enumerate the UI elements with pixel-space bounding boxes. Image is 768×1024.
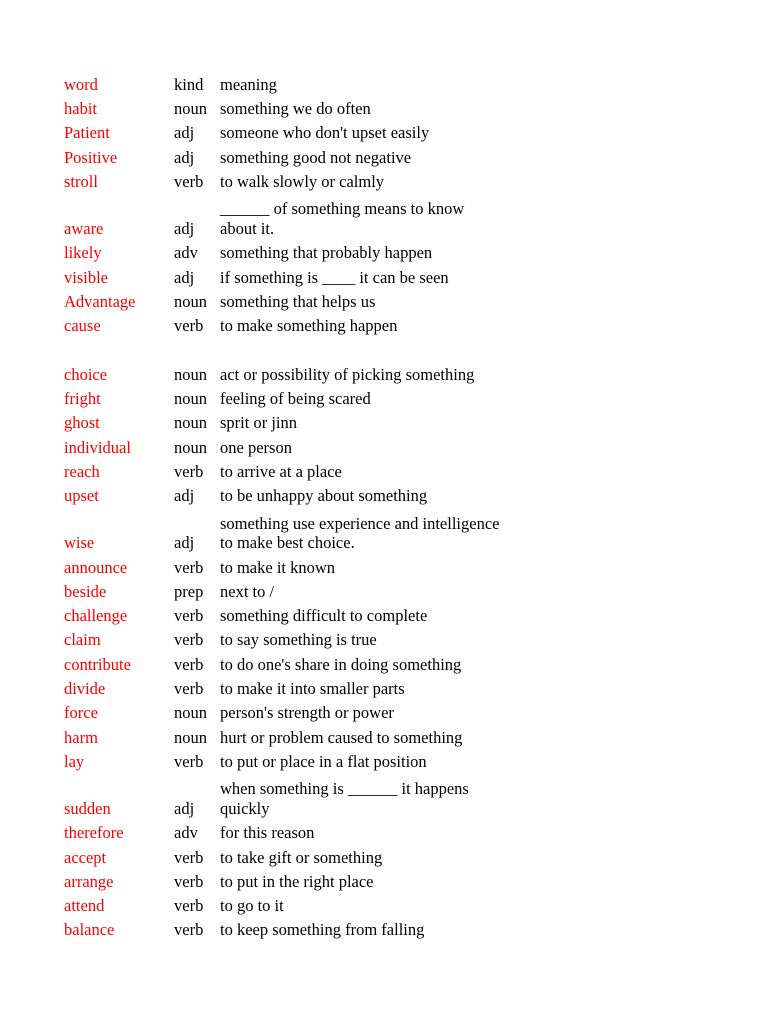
- word-cell: balance: [64, 920, 115, 940]
- kind-cell: adv: [174, 243, 198, 263]
- word-cell: upset: [64, 486, 99, 506]
- kind-cell: prep: [174, 581, 204, 601]
- vocabulary-row: [64, 362, 544, 386]
- word-cell: choice: [64, 364, 108, 384]
- blank-row: [64, 338, 544, 362]
- kind-cell: verb: [174, 920, 204, 940]
- word-cell: challenge: [64, 606, 128, 626]
- kind-cell: verb: [174, 316, 204, 336]
- kind-column-header: kind: [174, 74, 204, 94]
- kind-cell: noun: [174, 291, 207, 311]
- vocabulary-row: [64, 313, 544, 337]
- word-cell: attend: [64, 896, 105, 916]
- meaning-cell: to be unhappy about something: [220, 486, 428, 506]
- word-cell: divide: [64, 679, 106, 699]
- meaning-cell: someone who don't upset easily: [220, 123, 430, 143]
- word-cell: Advantage: [64, 291, 136, 311]
- kind-cell: verb: [174, 871, 204, 891]
- meaning-cell: person's strength or power: [220, 703, 394, 723]
- meaning-cell: when something is ______ it happens quickly: [220, 779, 469, 818]
- meaning-column-header: meaning: [220, 74, 277, 94]
- kind-cell: noun: [174, 364, 207, 384]
- vocabulary-row: [64, 676, 544, 700]
- vocabulary-row: [64, 121, 544, 145]
- word-cell: [64, 360, 174, 362]
- vocabulary-row: [64, 918, 544, 942]
- vocabulary-row: [64, 240, 544, 264]
- kind-cell: verb: [174, 606, 204, 626]
- vocabulary-row: [64, 869, 544, 893]
- word-column-header: word: [64, 74, 98, 94]
- meaning-cell: something we do often: [220, 99, 371, 119]
- word-cell: aware: [64, 218, 104, 238]
- word-cell: visible: [64, 267, 108, 287]
- kind-cell: verb: [174, 847, 204, 867]
- meaning-cell: to take gift or something: [220, 847, 383, 867]
- meaning-cell: sprit or jinn: [220, 413, 297, 433]
- word-cell: ghost: [64, 413, 100, 433]
- kind-cell: adj: [174, 123, 195, 143]
- meaning-cell: act or possibility of picking something: [220, 364, 475, 384]
- vocabulary-row: [64, 820, 544, 844]
- meaning-cell: to arrive at a place: [220, 461, 342, 481]
- word-cell: contribute: [64, 654, 131, 674]
- kind-cell: verb: [174, 679, 204, 699]
- meaning-cell: to do one's share in doing something: [220, 654, 462, 674]
- vocabulary-row: [64, 628, 544, 652]
- meaning-cell: hurt or problem caused to something: [220, 727, 463, 747]
- kind-cell: noun: [174, 703, 207, 723]
- word-cell: arrange: [64, 871, 114, 891]
- vocabulary-row: [64, 652, 544, 676]
- meaning-cell: ______ of something means to know about it.: [220, 199, 465, 238]
- kind-cell: verb: [174, 896, 204, 916]
- kind-cell: adv: [174, 823, 198, 843]
- meaning-cell: one person: [220, 437, 292, 457]
- vocabulary-row: [64, 459, 544, 483]
- kind-cell: noun: [174, 413, 207, 433]
- kind-cell: noun: [174, 389, 207, 409]
- meaning-cell: to make it known: [220, 557, 336, 577]
- meaning-cell: next to /: [220, 581, 275, 601]
- meaning-cell: to put in the right place: [220, 871, 374, 891]
- word-cell: announce: [64, 557, 128, 577]
- meaning-cell: to make something happen: [220, 316, 398, 336]
- vocabulary-row: [64, 893, 544, 917]
- kind-cell: [174, 360, 220, 362]
- vocabulary-row: [64, 555, 544, 579]
- vocabulary-row: [64, 701, 544, 725]
- word-cell: therefore: [64, 823, 124, 843]
- word-cell: individual: [64, 437, 131, 457]
- header-row: [64, 72, 544, 96]
- kind-cell: adj: [174, 798, 195, 818]
- meaning-cell: something good not negative: [220, 147, 412, 167]
- vocabulary-row: [64, 435, 544, 459]
- word-cell: claim: [64, 630, 101, 650]
- meaning-cell: something use experience and intelligence to make best choice.: [220, 513, 500, 553]
- vocabulary-row: [64, 145, 544, 169]
- meaning-cell: if something is ____ it can be seen: [220, 267, 449, 287]
- kind-cell: verb: [174, 557, 204, 577]
- kind-cell: adj: [174, 147, 195, 167]
- word-cell: habit: [64, 99, 97, 119]
- meaning-cell: to put or place in a flat position: [220, 751, 427, 771]
- kind-cell: noun: [174, 727, 207, 747]
- word-cell: lay: [64, 751, 85, 771]
- word-cell: harm: [64, 727, 98, 747]
- vocabulary-sheet: [64, 72, 544, 942]
- kind-cell: verb: [174, 461, 204, 481]
- meaning-cell: [220, 360, 544, 362]
- meaning-cell: for this reason: [220, 823, 315, 843]
- vocabulary-row: [64, 289, 544, 313]
- kind-cell: verb: [174, 171, 204, 191]
- meaning-cell: something difficult to complete: [220, 606, 428, 626]
- vocabulary-row: [64, 169, 544, 193]
- kind-cell: verb: [174, 630, 204, 650]
- kind-cell: verb: [174, 751, 204, 771]
- vocabulary-row: [64, 483, 544, 507]
- word-cell: likely: [64, 243, 102, 263]
- vocabulary-row: [64, 193, 544, 240]
- kind-cell: adj: [174, 533, 195, 553]
- vocabulary-row: [64, 411, 544, 435]
- word-cell: cause: [64, 316, 101, 336]
- vocabulary-row: [64, 96, 544, 120]
- word-cell: stroll: [64, 171, 98, 191]
- meaning-cell: to say something is true: [220, 630, 377, 650]
- vocabulary-row: [64, 773, 544, 820]
- vocabulary-row: [64, 845, 544, 869]
- word-cell: accept: [64, 847, 107, 867]
- kind-cell: adj: [174, 218, 195, 238]
- word-cell: Patient: [64, 123, 110, 143]
- meaning-cell: something that probably happen: [220, 243, 433, 263]
- meaning-cell: to go to it: [220, 896, 284, 916]
- vocabulary-row: [64, 579, 544, 603]
- vocabulary-row: [64, 386, 544, 410]
- word-cell: beside: [64, 581, 107, 601]
- word-cell: fright: [64, 389, 101, 409]
- kind-cell: adj: [174, 486, 195, 506]
- kind-cell: noun: [174, 437, 207, 457]
- vocabulary-row: [64, 508, 544, 555]
- meaning-cell: something that helps us: [220, 291, 376, 311]
- kind-cell: noun: [174, 99, 207, 119]
- vocabulary-row: [64, 603, 544, 627]
- meaning-cell: to make it into smaller parts: [220, 679, 405, 699]
- word-cell: reach: [64, 461, 100, 481]
- kind-cell: verb: [174, 654, 204, 674]
- vocabulary-rows: [64, 96, 544, 942]
- word-cell: sudden: [64, 798, 111, 818]
- word-cell: force: [64, 703, 98, 723]
- kind-cell: adj: [174, 267, 195, 287]
- meaning-cell: to keep something from falling: [220, 920, 425, 940]
- meaning-cell: to walk slowly or calmly: [220, 171, 385, 191]
- vocabulary-row: [64, 265, 544, 289]
- meaning-cell: feeling of being scared: [220, 389, 371, 409]
- word-cell: wise: [64, 533, 95, 553]
- vocabulary-row: [64, 749, 544, 773]
- word-cell: Positive: [64, 147, 118, 167]
- vocabulary-row: [64, 725, 544, 749]
